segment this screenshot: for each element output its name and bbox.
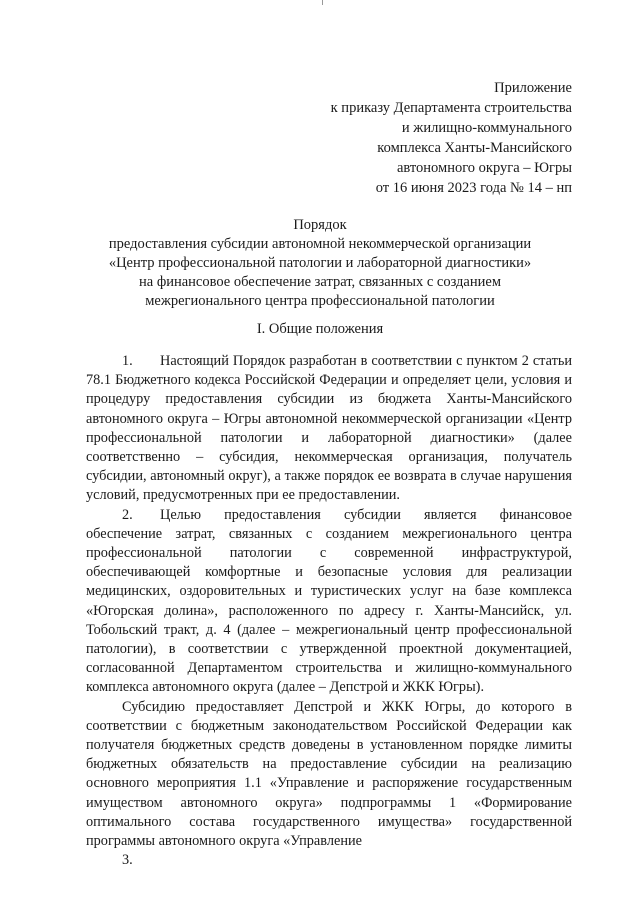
paragraph-number: 1. (122, 353, 133, 369)
title-line: предоставления субсидии автономной некоммерческой организации (108, 236, 532, 252)
appendix-line: к приказу Департамента строительства (330, 100, 572, 116)
paragraph-text: Настоящий Порядок разработан в соответствии с пунктом 2 статьи 78.1 Бюджетного кодекса Российской Федерации и определяет цели, условия и процедуру предоставления субсидии из бюджета Ханты-Мансийского автономного округа – Югры автономной некоммерческой организации «Центр профессиональной патологии и лабораторной диагностики» (далее соответственно – субсидия, некоммерческая организация, получатель субсидии, автономный округ), а также порядок ее возврата в случае нарушения условий, предусмотренных при ее предоставлении. (86, 353, 572, 504)
section-heading: I. Общие положения (256, 321, 384, 337)
appendix-line: Приложение (494, 80, 572, 96)
title-line: «Центр профессиональной патологии и лабораторной диагностики» (108, 255, 532, 271)
paragraph-2 (86, 506, 572, 698)
document-body (86, 352, 572, 870)
title-line: Порядок (293, 217, 347, 233)
title-line: на финансовое обеспечение затрат, связанных с созданием (139, 274, 501, 290)
appendix-line: и жилищно-коммунального (401, 120, 572, 136)
paragraph-number: 3. (122, 852, 133, 869)
paragraph-number: 2. (122, 506, 133, 523)
title-line: межрегионального центра профессиональной патологии (145, 293, 495, 309)
paragraph-3 (86, 851, 572, 870)
scan-mark (322, 0, 323, 5)
paragraph-text: Субсидию предоставляет Депстрой и ЖКК Югры, до которого в соответствии с бюджетным законодательством Российской Федерации как получателя бюджетных средств доведены в установленном порядке лимиты бюджетных обязательств на предоставление субсидии на реализацию основного мероприятия 1.1 «Управление и распоряжение государственным имуществом автономного округа» подпрограммы 1 «Формирование оптимального состава государственного имущества» государственной программы автономного округа «Управление (86, 698, 572, 850)
document-title (60, 216, 580, 311)
appendix-line: от 16 июня 2023 года № 14 – нп (375, 180, 572, 196)
appendix-line: автономного округа – Югры (396, 160, 572, 176)
appendix-line: комплекса Ханты-Мансийского (377, 140, 572, 156)
paragraph-text: Целью предоставления субсидии является финансовое обеспечение затрат, связанных с созданием межрегионального центра профессиональной патологии с современной инфраструктурой, обеспечивающей комфортные и безопасные условия для реализации медицинских, оздоровительных и туристических услуг на базе комплекса «Югорская долина», расположенного по адресу г. Ханты-Мансийск, ул. Тобольский тракт, д. 4 (далее – межрегиональный центр профессиональной патологии), в соответствии с утвержденной проектной документацией, согласованной Департаментом строительства и жилищно-коммунального комплекса автономного округа (далее – Депстрой и ЖКК Югры). (86, 506, 572, 696)
appendix-block (331, 78, 572, 198)
paragraph-1 (86, 352, 572, 506)
paragraph-2-continued (86, 698, 572, 852)
